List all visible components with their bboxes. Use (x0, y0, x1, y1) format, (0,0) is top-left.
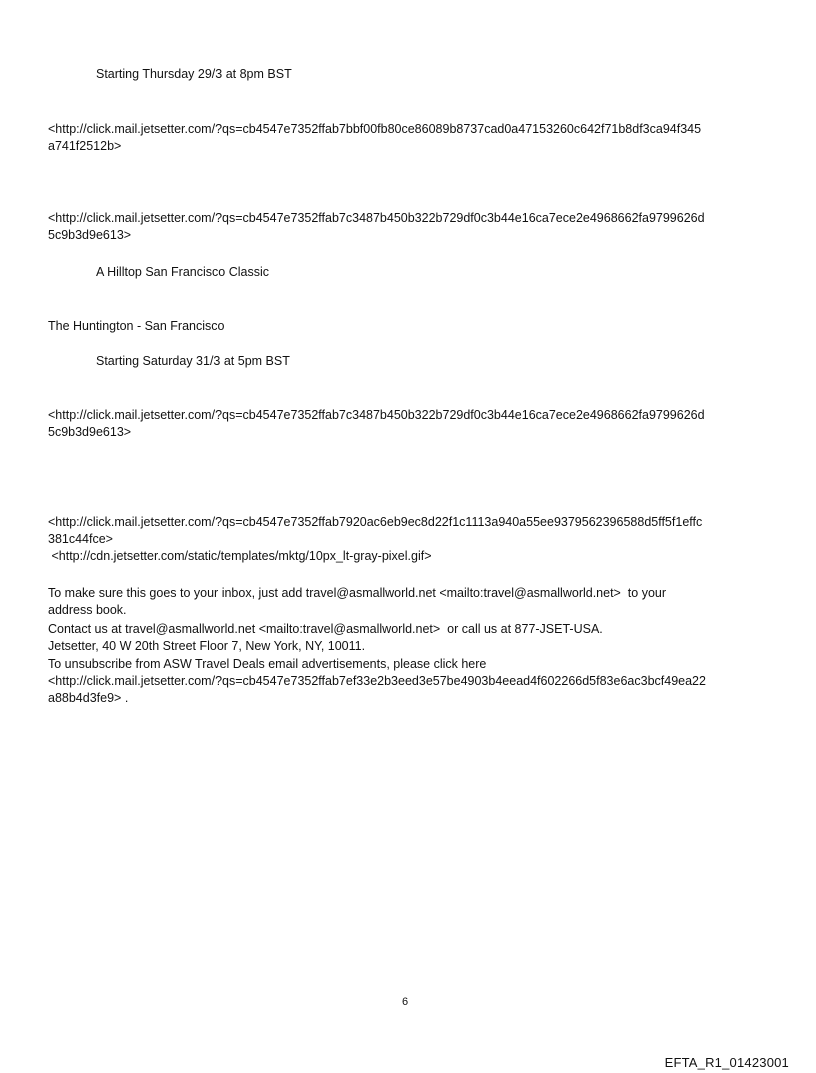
tracking-link-2-cont[interactable]: 5c9b3d9e613> (48, 228, 132, 242)
tracking-link-4-cont[interactable]: 381c44fce> (48, 532, 113, 546)
contact-line: Contact us at travel@asmallworld.net <mailto:travel@asmallworld.net> or call us at 877-JSET-USA. (48, 622, 603, 636)
tracking-link-4[interactable]: <http://click.mail.jetsetter.com/?qs=cb4547e7352ffab7920ac6eb9ec8d22f1c1113a940a55ee9379562396588d5ff5f1effc (48, 515, 703, 529)
tracking-link-1[interactable]: <http://click.mail.jetsetter.com/?qs=cb4547e7352ffab7bbf00fb80ce86089b8737cad0a47153260c642f71b8df3ca94f345 (48, 122, 702, 136)
tracking-link-3-cont[interactable]: 5c9b3d9e613> (48, 425, 132, 439)
inbox-instruction-cont: address book. (48, 603, 127, 617)
document-id: EFTA_R1_01423001 (664, 1055, 789, 1070)
unsubscribe-link[interactable]: <http://click.mail.jetsetter.com/?qs=cb4547e7352ffab7ef33e2b3eed3e57be4903b4eead4f602266d5f83e6ac3bcf49ea22 (48, 674, 706, 688)
start-time-thursday: Starting Thursday 29/3 at 8pm BST (96, 67, 292, 81)
unsubscribe-link-cont[interactable]: a88b4d3fe9> . (48, 691, 129, 705)
address-line: Jetsetter, 40 W 20th Street Floor 7, New York, NY, 10011. (48, 639, 366, 653)
tracking-link-2[interactable]: <http://click.mail.jetsetter.com/?qs=cb4547e7352ffab7c3487b450b322b729df0c3b44e16ca7ece2e4968662fa9799626d (48, 211, 705, 225)
start-time-saturday: Starting Saturday 31/3 at 5pm BST (96, 354, 290, 368)
tracking-pixel-link[interactable]: <http://cdn.jetsetter.com/static/templates/mktg/10px_lt-gray-pixel.gif> (48, 549, 432, 563)
unsubscribe-text: To unsubscribe from ASW Travel Deals email advertisements, please click here (48, 657, 487, 671)
deal-heading: A Hilltop San Francisco Classic (96, 265, 269, 279)
hotel-name: The Huntington - San Francisco (48, 319, 225, 333)
tracking-link-1-cont[interactable]: a741f2512b> (48, 139, 122, 153)
inbox-instruction: To make sure this goes to your inbox, just add travel@asmallworld.net <mailto:travel@asmallworld.net> to your (48, 586, 667, 600)
page-number: 6 (402, 996, 409, 1008)
tracking-link-3[interactable]: <http://click.mail.jetsetter.com/?qs=cb4547e7352ffab7c3487b450b322b729df0c3b44e16ca7ece2e4968662fa9799626d (48, 408, 705, 422)
